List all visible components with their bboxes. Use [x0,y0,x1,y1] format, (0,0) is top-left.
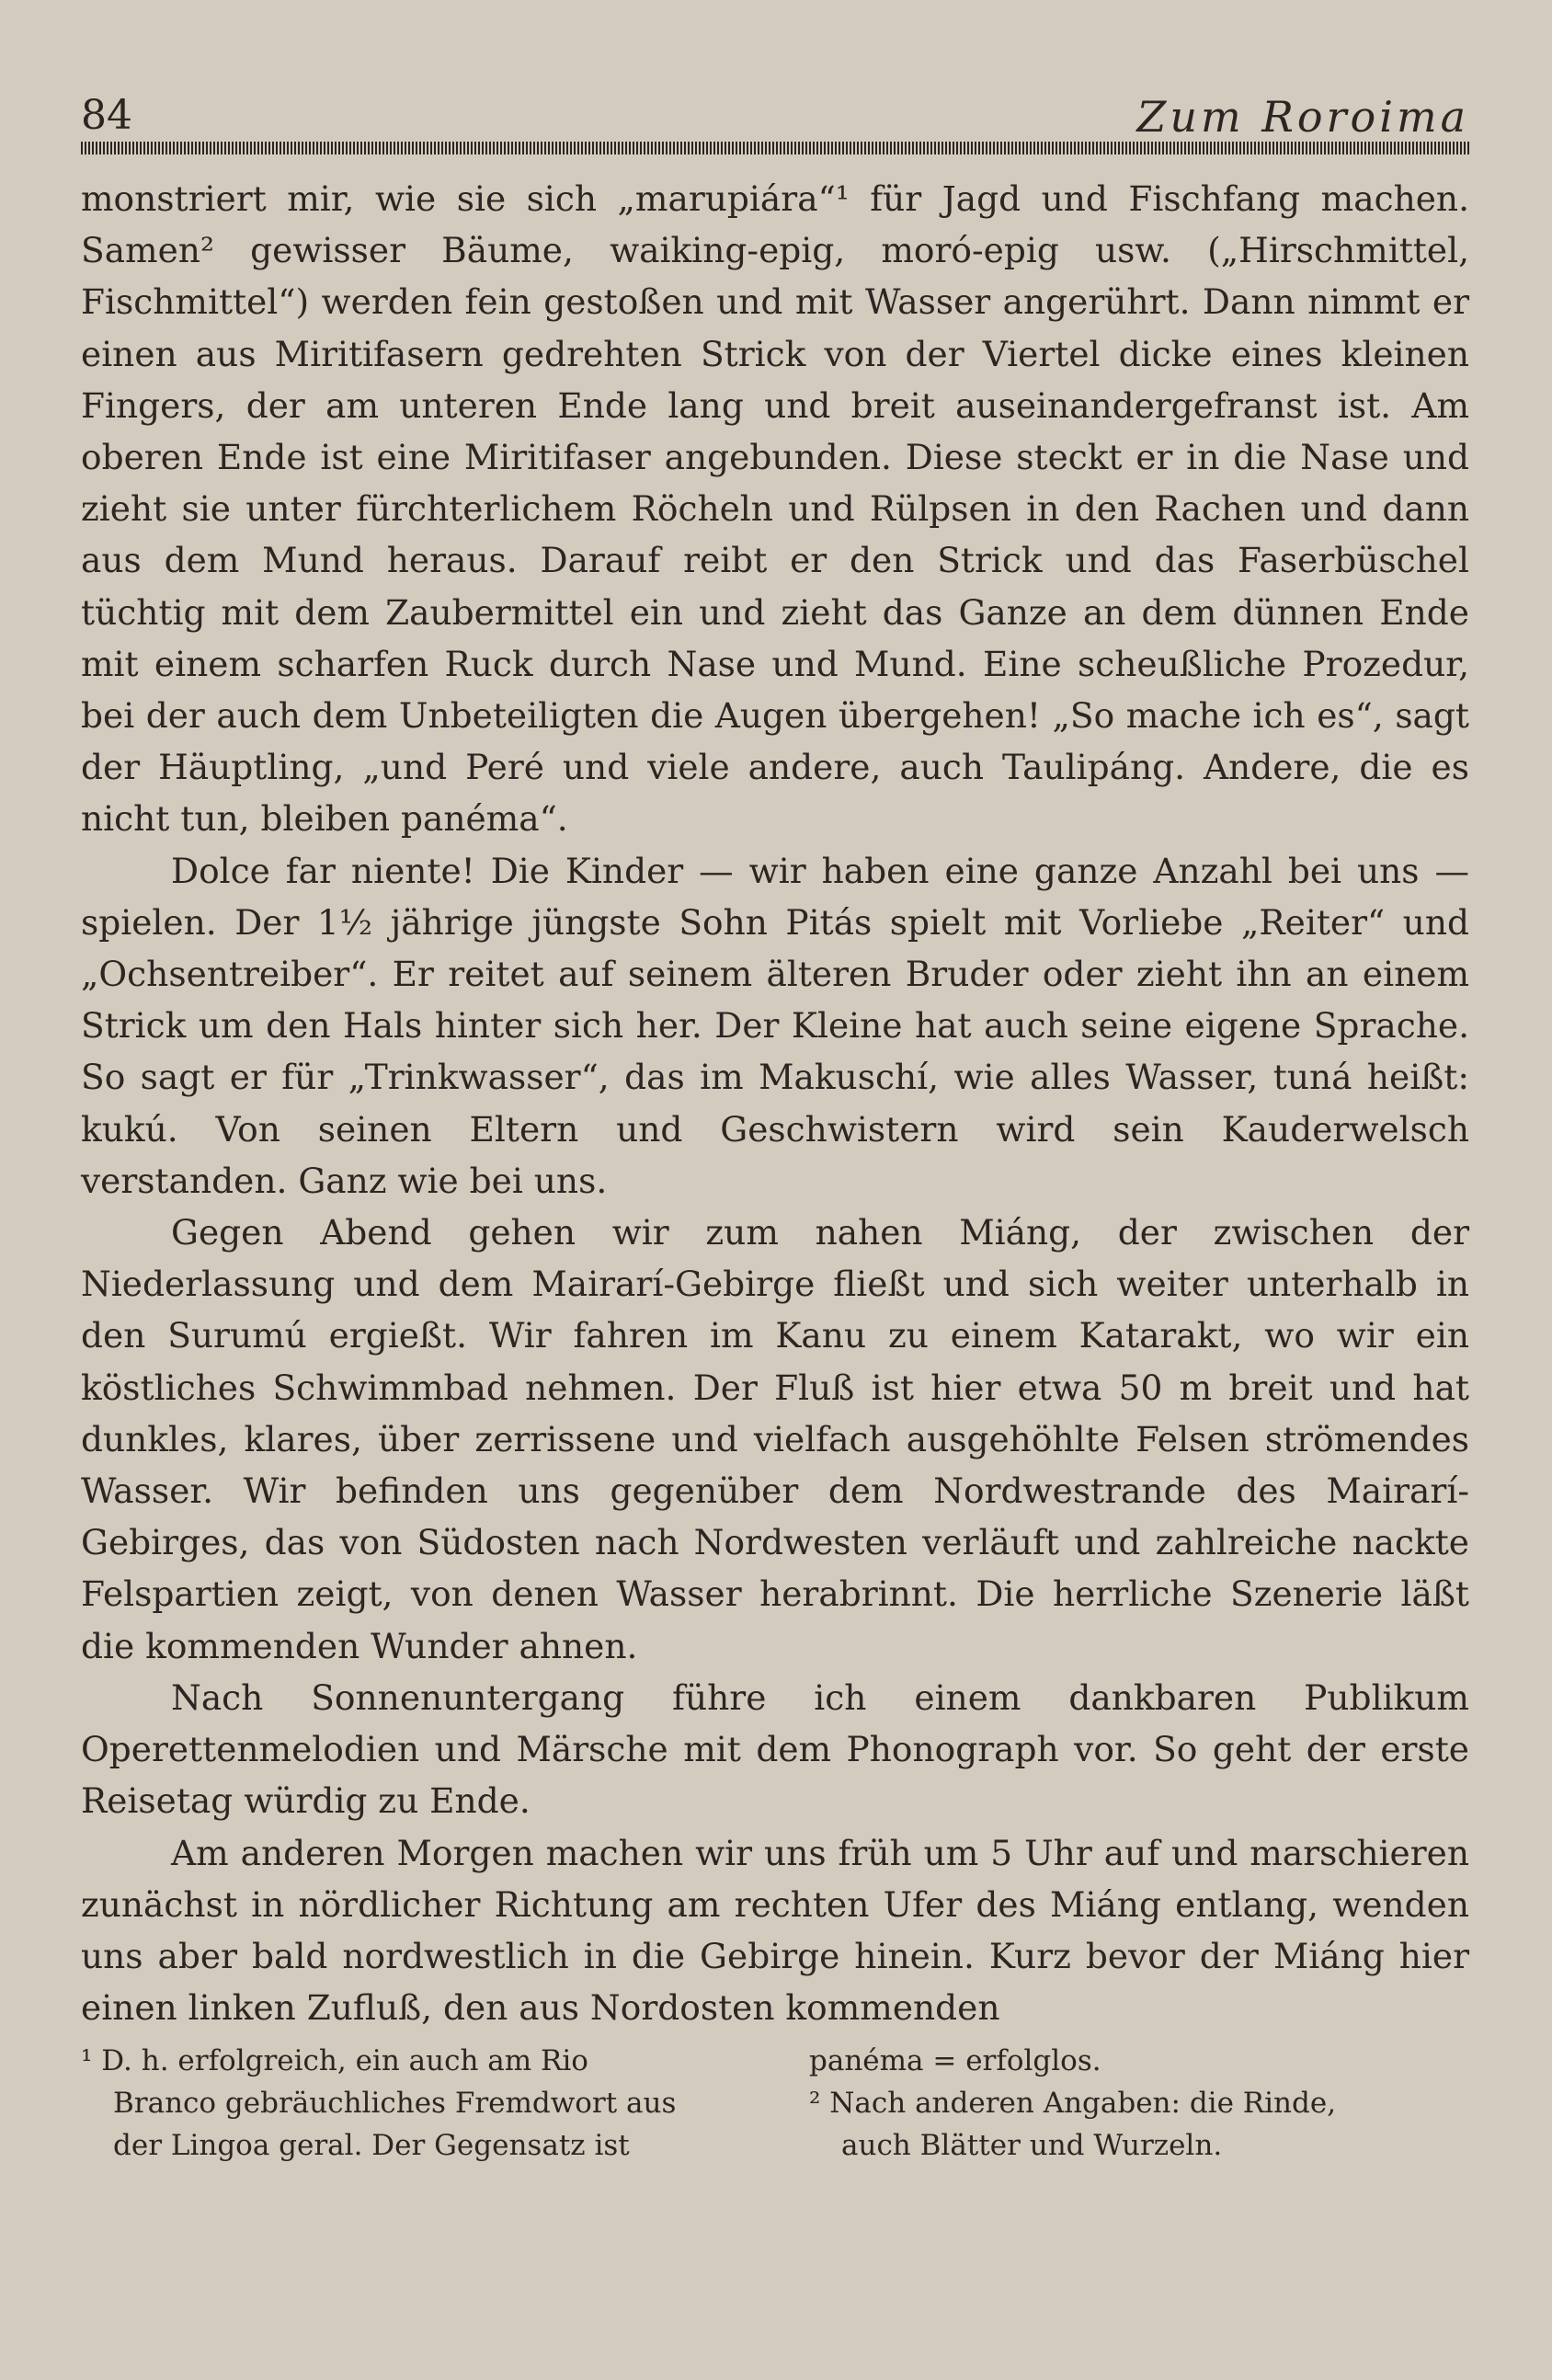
paragraph-4: Nach Sonnenuntergang führe ich einem dankbaren Publikum Operettenmelodien und Märsche mit dem Phonograph vor. So geht der erste Reisetag würdig zu Ende. [81,1676,1469,1822]
footnote-line: ¹ D. h. erfolgreich, ein auch am Rio [81,2044,588,2077]
header-rule [81,142,1469,154]
page-number: 84 [81,92,132,139]
paragraph-2: Dolce far niente! Die Kinder — wir haben eine ganze Anzahl bei uns — spielen. Der 1½ jährige jüngste Sohn Pitás spielt mit Vorliebe „Reiter“ und „Ochsentreiber“. Er reitet auf seinem älteren Bruder oder zieht ihn an einem Strick um den Hals hinter sich her. Der Kleine hat auch seine eigene Sprache. So sagt er für „Trinkwasser“, das im Makuschí, wie alles Wasser, tuná heißt: kukú. Von seinen Eltern und Geschwistern wird sein Kauderwelsch verstanden. Ganz wie bei uns. [81,850,1469,1201]
footnote-line: Branco gebräuchliches Fremdwort aus [113,2087,677,2120]
page-header [81,92,1469,143]
footnote-line: auch Blätter und Wurzeln. [841,2129,1223,2162]
footnote-line: der Lingoa geral. Der Gegensatz ist [113,2129,630,2162]
footnotes-right [809,2040,1471,2167]
running-title: Zum Roroima [1136,92,1469,142]
footnotes-left [81,2040,743,2167]
paragraph-3: Gegen Abend gehen wir zum nahen Miáng, der zwischen der Niederlassung und dem Mairarí-Gebirge fließt und sich weiter unterhalb in den Surumú ergießt. Wir fahren im Kanu zu einem Katarakt, wo wir ein köstliches Schwimmbad nehmen. Der Fluß ist hier etwa 50 m breit und hat dunkles, klares, über zerrissene und vielfach ausgehöhlte Felsen strömendes Wasser. Wir befinden uns gegenüber dem Nordwestrande des Mairarí-Gebirges, das von Südosten nach Nordwesten verläuft und zahlreiche nackte Felspartien zeigt, von denen Wasser herabrinnt. Die herrliche Szenerie läßt die kommenden Wunder ahnen. [81,1212,1469,1666]
footnote-line: panéma = erfolglos. [809,2044,1101,2077]
paragraph-5: Am anderen Morgen machen wir uns früh um 5 Uhr auf und marschieren zunächst in nördlicher Richtung am rechten Ufer des Miáng entlang, wenden uns aber bald nordwestlich in die Gebirge hinein. Kurz bevor der Miáng hier einen linken Zufluß, den aus Nordosten kommenden [81,1832,1469,2029]
footnote-line: ² Nach anderen Angaben: die Rinde, [809,2087,1337,2120]
body-text [81,173,1469,2033]
paragraph-1: monstriert mir, wie sie sich „marupiára“¹ für Jagd und Fischfang machen. Samen² gewisser Bäume, waiking-epig, moró-epig usw. („Hirschmittel, Fischmittel“) werden fein gestoßen und mit Wasser angerührt. Dann nimmt er einen aus Miritifasern gedrehten Strick von der Viertel dicke eines kleinen Fingers, der am unteren Ende lang und breit auseinandergefranst ist. Am oberen Ende ist eine Miritifaser angebunden. Diese steckt er in die Nase und zieht sie unter fürchterlichem Röcheln und Rülpsen in den Rachen und dann aus dem Mund heraus. Darauf reibt er den Strick und das Faserbüschel tüchtig mit dem Zaubermittel ein und zieht das Ganze an dem dünnen Ende mit einem scharfen Ruck durch Nase und Mund. Eine scheußliche Prozedur, bei der auch dem Unbeteiligten die Augen übergehen! „So mache ich es“, sagt der Häuptling, „und Peré und viele andere, auch Taulipáng. Andere, die es nicht tun, bleiben panéma“. [81,178,1469,840]
